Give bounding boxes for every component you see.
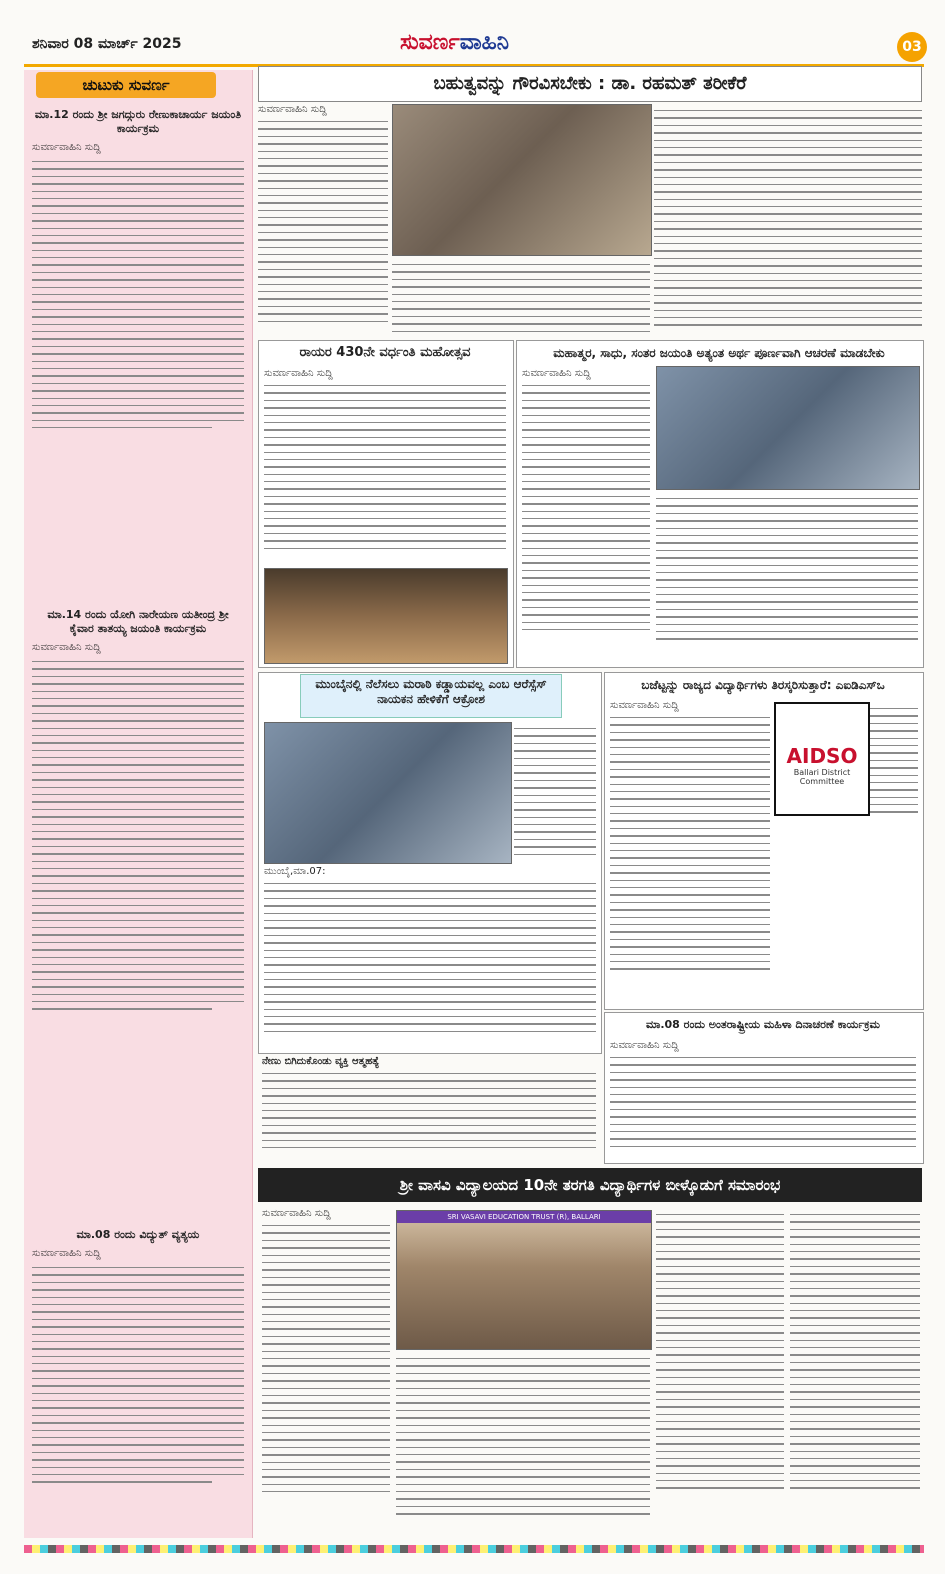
- aidso-logo-text: AIDSO: [786, 744, 858, 768]
- story2-dateline: ಸುವರ್ಣವಾಹಿನಿ ಸುದ್ದಿ: [264, 368, 333, 379]
- story8-col-4: [790, 1208, 920, 1536]
- lead-dateline: ಸುವರ್ಣವಾಹಿನಿ ಸುದ್ದಿ: [258, 104, 327, 115]
- story3-dateline: ಸುವರ್ಣವಾಹಿನಿ ಸುದ್ದಿ: [522, 368, 591, 379]
- left-item-1-dateline: ಸುವರ್ಣವಾಹಿನಿ ಸುದ್ದಿ: [32, 142, 101, 153]
- lead-story-col-2: [392, 258, 650, 334]
- story3-col-1: [522, 368, 650, 662]
- story2-headline: ರಾಯರ 430ನೇ ವರ್ಧಂತಿ ಮಹೋತ್ಸವ: [260, 342, 510, 364]
- story5-dateline: ಸುವರ್ಣವಾಹಿನಿ ಸುದ್ದಿ: [610, 700, 679, 711]
- left-item-2: [32, 604, 244, 1016]
- aidso-logo-subtitle: Ballari District Committee: [793, 768, 851, 786]
- school-banner: SRI VASAVI EDUCATION TRUST (R), BALLARI: [397, 1211, 651, 1223]
- story3-col-2: [656, 492, 918, 662]
- story8-col-1: [262, 1208, 390, 1536]
- story4-text: [264, 866, 596, 1046]
- left-item-3-title: ಮಾ.08 ರಂದು ವಿದ್ಯುತ್ ವ್ಯತ್ಯಯ: [76, 1228, 200, 1241]
- left-item-3-dateline: ಸುವರ್ಣವಾಹಿನಿ ಸುದ್ದಿ: [32, 1248, 101, 1259]
- brand-part-a: ಸುವರ್ಣ: [400, 30, 460, 55]
- left-item-1-title: ಮಾ.12 ರಂದು ಶ್ರೀ ಜಗದ್ಗುರು ರೇಣುಕಾಚಾರ್ಯ ಜಯಂತಿ ಕಾರ್ಯಕ್ರಮ: [34, 108, 242, 135]
- story3-headline: ಮಹಾತ್ಮರ, ಸಾಧು, ಸಂತರ ಜಯಂತಿ ಅತ್ಯಂತ ಅರ್ಥ ಪೂರ್ಣವಾಗಿ ಆಚರಣೆ ಮಾಡಬೇಕು: [518, 342, 920, 364]
- story6-text: [610, 1040, 916, 1158]
- story5-col-right: [870, 702, 918, 1002]
- story8-col-3: [656, 1208, 784, 1536]
- story4-headline: ಮುಂಬೈನಲ್ಲಿ ನೆಲೆಸಲು ಮರಾಠಿ ಕಡ್ಡಾಯವಲ್ಲ ಎಂಬ ಆರೆಸ್ಸೆಸ್ ನಾಯಕನ ಹೇಳಿಕೆಗೆ ಆಕ್ರೋಶ: [300, 674, 562, 718]
- left-item-2-dateline: ಸುವರ್ಣವಾಹಿನಿ ಸುದ್ದಿ: [32, 642, 101, 653]
- newspaper-brand: [400, 30, 509, 55]
- lead-photo: [392, 104, 652, 256]
- story7-title: ನೇಣು ಬಿಗಿದುಕೊಂಡು ವ್ಯಕ್ತಿ ಆತ್ಮಹತ್ಯೆ: [262, 1056, 380, 1067]
- story2-text: [264, 368, 506, 564]
- left-item-3: [32, 1224, 244, 1534]
- brand-part-b: ವಾಹಿನಿ: [459, 30, 510, 55]
- story5-text: [610, 700, 770, 1002]
- story3-photo: [656, 366, 920, 490]
- story4-dateline: ಮುಂಬೈ,ಮಾ.07:: [264, 866, 326, 877]
- story5-headline: ಬಜೆಟ್ಟನ್ನು ರಾಜ್ಯದ ವಿದ್ಯಾರ್ಥಿಗಳು ತಿರಸ್ಕರಿಸುತ್ತಾರೆ: ಎಐಡಿಎಸ್ಒ: [606, 674, 920, 696]
- left-item-2-title: ಮಾ.14 ರಂದು ಯೋಗಿ ನಾರೇಯಣ ಯತೀಂದ್ರ ಶ್ರೀ ಕೈವಾರ ತಾತಯ್ಯ ಜಯಂತಿ ಕಾರ್ಯಕ್ರಮ: [47, 608, 229, 635]
- aidso-logo: [774, 702, 870, 816]
- lead-headline: ಬಹುತ್ವವನ್ನು ಗೌರವಿಸಬೇಕು : ಡಾ. ರಹಮತ್ ತರೀಕೆರೆ: [258, 66, 922, 102]
- print-registration-bar: [24, 1545, 924, 1553]
- left-item-1: [32, 104, 244, 434]
- lead-story-col-1: [258, 104, 388, 334]
- issue-date: ಶನಿವಾರ 08 ಮಾರ್ಚ್ 2025: [32, 36, 182, 52]
- story7: [262, 1056, 596, 1162]
- story8-col-2: [396, 1352, 650, 1536]
- story6-dateline: ಸುವರ್ಣವಾಹಿನಿ ಸುದ್ದಿ: [610, 1040, 679, 1051]
- story4-photo: [264, 722, 512, 864]
- story8-headline: ಶ್ರೀ ವಾಸವಿ ವಿದ್ಯಾಲಯದ 10ನೇ ತರಗತಿ ವಿದ್ಯಾರ್ಥಿಗಳ ಬೀಳ್ಕೊಡುಗೆ ಸಮಾರಂಭ: [258, 1168, 922, 1202]
- story8-photo: [396, 1210, 652, 1350]
- section-badge: ಚುಟುಕು ಸುವರ್ಣ: [36, 72, 216, 98]
- page-number: 03: [897, 32, 927, 62]
- story6-headline: ಮಾ.08 ರಂದು ಅಂತರಾಷ್ಟ್ರೀಯ ಮಹಿಳಾ ದಿನಾಚರಣೆ ಕಾರ್ಯಕ್ರಮ: [606, 1014, 920, 1036]
- story4-col-right: [514, 722, 596, 862]
- lead-story-col-3: [654, 104, 922, 334]
- story2-photo: [264, 568, 508, 664]
- story8-dateline: ಸುವರ್ಣವಾಹಿನಿ ಸುದ್ದಿ: [262, 1208, 331, 1219]
